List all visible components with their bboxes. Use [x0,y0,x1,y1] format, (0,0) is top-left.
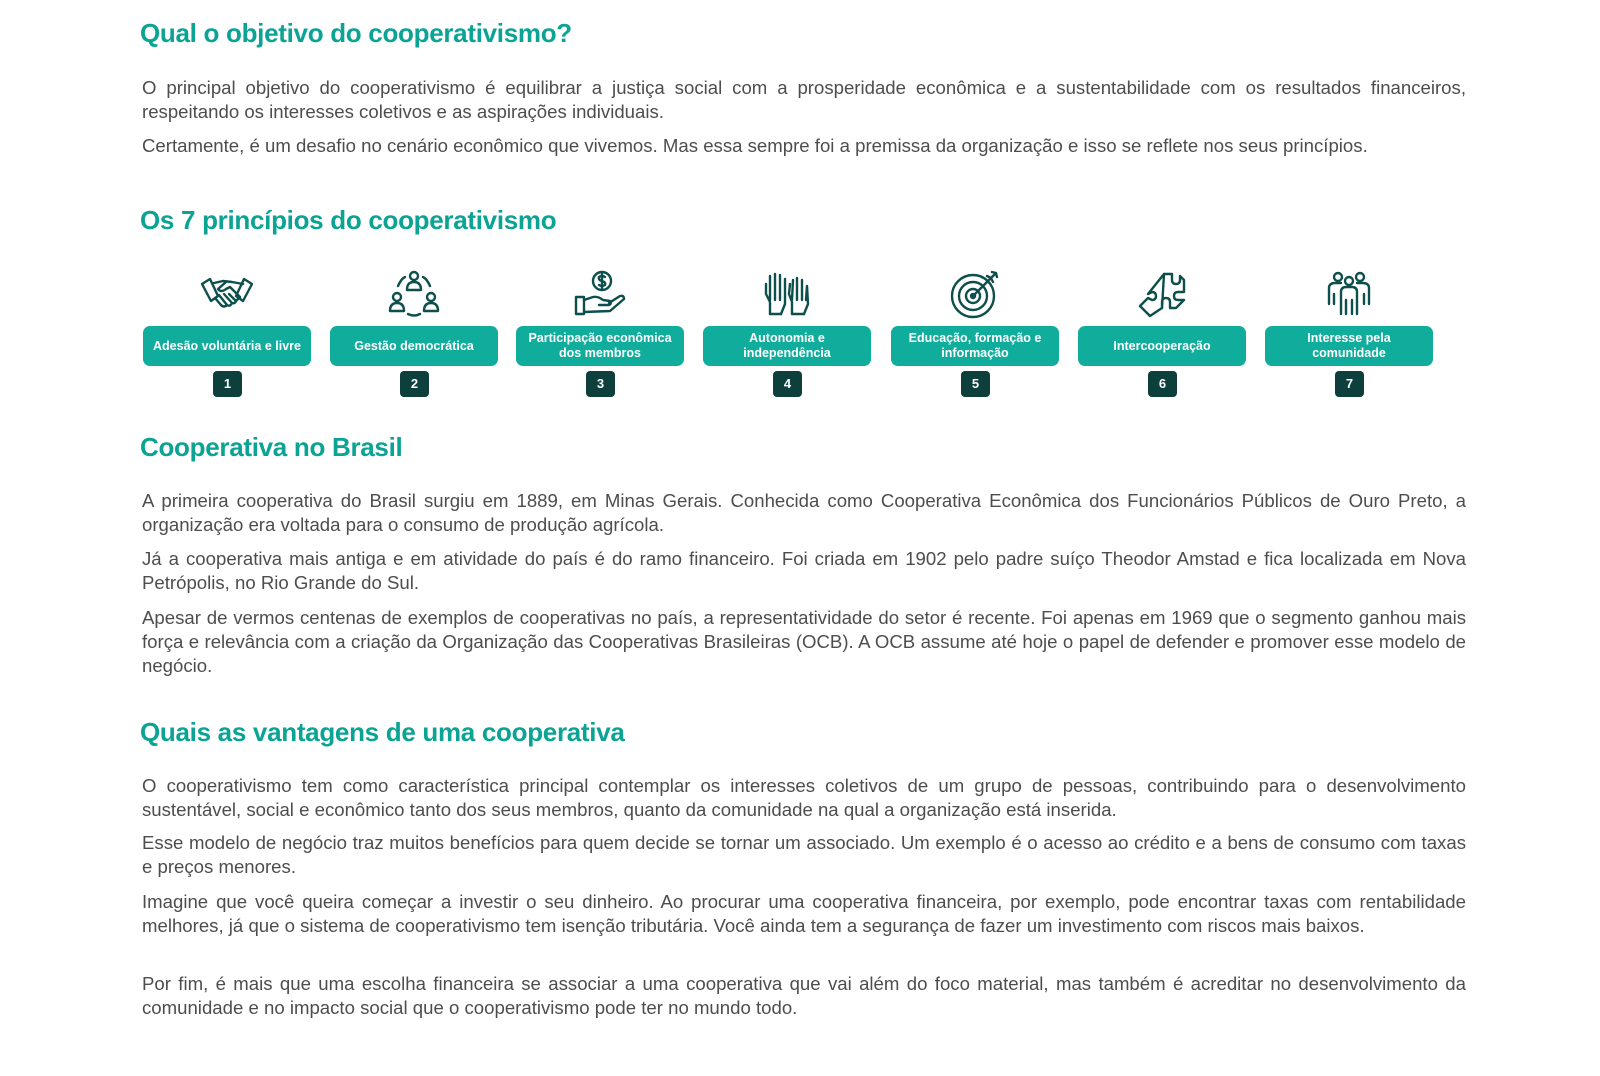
raised-hands-icon [759,270,815,320]
principle-number-badge: 4 [773,371,802,397]
handshake-icon [199,270,255,320]
advantages-paragraph-4: Por fim, é mais que uma escolha financeira se associar a uma cooperativa que vai além do foco material, mas também é acreditar no desenvolvimento da comunidade e no impacto social que o cooperativismo pode ter no mundo todo. [142,973,1466,1018]
principles-infographic [143,268,1469,398]
objective-heading: Qual o objetivo do cooperativismo? [140,18,572,48]
principle-number-badge: 1 [213,371,242,397]
brazil-paragraph-3: Apesar de vermos centenas de exemplos de cooperativas no país, a representatividade do setor é recente. Foi apenas em 1969 que o segmento ganhou mais força e relevância com a criação da Organização das Cooperativas Brasileiras (OCB). A OCB assume até hoje o papel de defender e promover esse modelo de negócio. [142,607,1466,676]
objective-paragraph-1: O principal objetivo do cooperativismo é equilibrar a justiça social com a prosperidade econômica e a sustentabilidade com os resultados financeiros, respeitando os interesses coletivos e as aspirações individuais. [142,77,1466,122]
principle-4 [703,268,871,398]
principle-number-badge: 3 [586,371,615,397]
principle-label: Intercooperação [1078,326,1246,366]
principle-number-badge: 6 [1148,371,1177,397]
principle-3 [516,268,684,398]
principle-1 [143,268,311,398]
objective-paragraph-2: Certamente, é um desafio no cenário econômico que vivemos. Mas essa sempre foi a premissa da organização e isso se reflete nos seus princípios. [142,135,1368,156]
principle-label: Educação, formação e informação [891,326,1059,366]
principle-number-badge: 2 [400,371,429,397]
target-icon [947,270,1003,320]
puzzle-icon [1134,270,1190,320]
principle-label: Adesão voluntária e livre [143,326,311,366]
brazil-paragraph-1: A primeira cooperativa do Brasil surgiu em 1889, em Minas Gerais. Conhecida como Cooperativa Econômica dos Funcionários Públicos de Ouro Preto, a organização era voltada para o consumo de produção agrícola. [142,490,1466,535]
advantages-paragraph-3: Imagine que você queira começar a investir o seu dinheiro. Ao procurar uma cooperativa financeira, por exemplo, pode encontrar taxas com rentabilidade melhores, já que o sistema de cooperativismo tem isenção tributária. Você ainda tem a segurança de fazer um investimento com riscos mais baixos. [142,891,1466,936]
principle-number-badge: 7 [1335,371,1364,397]
advantages-paragraph-2: Esse modelo de negócio traz muitos benefícios para quem decide se tornar um associado. Um exemplo é o acesso ao crédito e a bens de consumo com taxas e preços menores. [142,832,1466,877]
advantages-heading: Quais as vantagens de uma cooperativa [140,717,625,747]
principle-6 [1078,268,1246,398]
principle-2 [330,268,498,398]
principle-label: Gestão democrática [330,326,498,366]
advantages-paragraph-1: O cooperativismo tem como característica principal contemplar os interesses coletivos de um grupo de pessoas, contribuindo para o desenvolvimento sustentável, social e econômico tanto dos seus membros, quanto da comunidade na qual a organização está inserida. [142,775,1466,820]
principle-label: Autonomia e independência [703,326,871,366]
principle-number-badge: 5 [961,371,990,397]
coin-hand-icon [572,270,628,320]
brazil-paragraph-2: Já a cooperativa mais antiga e em atividade do país é do ramo financeiro. Foi criada em 1902 pelo padre suíço Theodor Amstad e fica localizada em Nova Petrópolis, no Rio Grande do Sul. [142,548,1466,593]
community-icon [1321,270,1377,320]
principle-5 [891,268,1059,398]
principle-label: Participação econômica dos membros [516,326,684,366]
brazil-heading: Cooperativa no Brasil [140,432,403,462]
principle-label: Interesse pela comunidade [1265,326,1433,366]
group-icon [386,270,442,320]
principle-7 [1265,268,1433,398]
principles-heading: Os 7 princípios do cooperativismo [140,205,557,235]
